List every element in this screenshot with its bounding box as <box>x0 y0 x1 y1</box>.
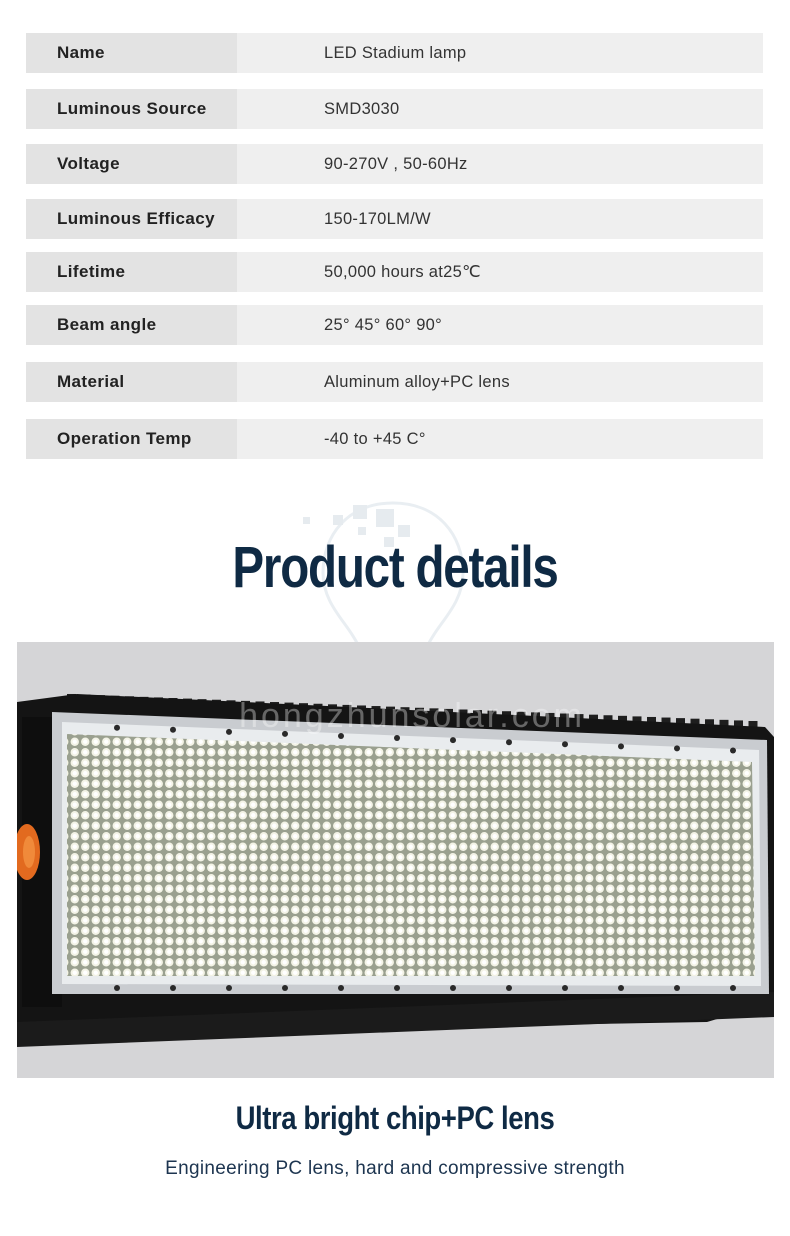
spec-value: LED Stadium lamp <box>324 43 467 62</box>
frame-screw <box>394 735 400 741</box>
spec-key: Material <box>26 362 237 402</box>
led-floodlight-illustration <box>17 642 774 1078</box>
spec-key: Beam angle <box>26 305 237 345</box>
spec-key: Operation Temp <box>26 419 237 459</box>
frame-screw <box>674 985 680 991</box>
caption-subtitle: Engineering PC lens, hard and compressive strength <box>165 1158 625 1179</box>
spec-value: 25° 45° 60° 90° <box>324 315 443 334</box>
spec-value: 50,000 hours at25℃ <box>324 263 481 281</box>
frame-screw <box>226 729 232 735</box>
spec-key: Name <box>26 33 237 73</box>
frame-screw <box>450 737 456 743</box>
frame-screw <box>562 741 568 747</box>
spec-row-voltage <box>26 144 763 184</box>
spec-row-material <box>26 362 763 402</box>
section-heading: Product details <box>232 535 558 600</box>
frame-screw <box>394 985 400 991</box>
frame-screw <box>282 985 288 991</box>
frame-screw <box>170 727 176 733</box>
frame-screw <box>114 985 120 991</box>
spec-row-beam-angle <box>26 305 763 345</box>
spec-key: Luminous Source <box>26 89 237 129</box>
frame-screw <box>338 985 344 991</box>
spec-row-name <box>26 33 763 73</box>
frame-screw <box>506 739 512 745</box>
spec-value: 150-170LM/W <box>324 209 431 228</box>
spec-key: Voltage <box>26 144 237 184</box>
product-image <box>17 642 774 1078</box>
spec-value: 90-270V , 50-60Hz <box>324 154 468 173</box>
frame-screw <box>730 747 736 753</box>
frame-screw <box>226 985 232 991</box>
spec-value: SMD3030 <box>324 99 400 118</box>
frame-screw <box>562 985 568 991</box>
frame-screw <box>170 985 176 991</box>
frame-screw <box>114 725 120 731</box>
spec-key: Luminous Efficacy <box>26 199 237 239</box>
spec-row-luminous-efficacy <box>26 199 763 239</box>
spec-row-luminous-source <box>26 89 763 129</box>
spec-value: Aluminum alloy+PC lens <box>324 372 510 391</box>
frame-screw <box>450 985 456 991</box>
spec-row-lifetime <box>26 252 763 292</box>
frame-screw <box>618 985 624 991</box>
frame-screw <box>506 985 512 991</box>
frame-screw <box>730 985 736 991</box>
caption-title: Ultra bright chip+PC lens <box>235 1100 555 1136</box>
spec-row-operation-temp <box>26 419 763 459</box>
frame-screw <box>674 745 680 751</box>
frame-screw <box>618 743 624 749</box>
spec-value: -40 to +45 C° <box>324 429 426 448</box>
spec-key: Lifetime <box>26 252 237 292</box>
watermark-text: hongzhunsolar.com <box>239 697 585 735</box>
